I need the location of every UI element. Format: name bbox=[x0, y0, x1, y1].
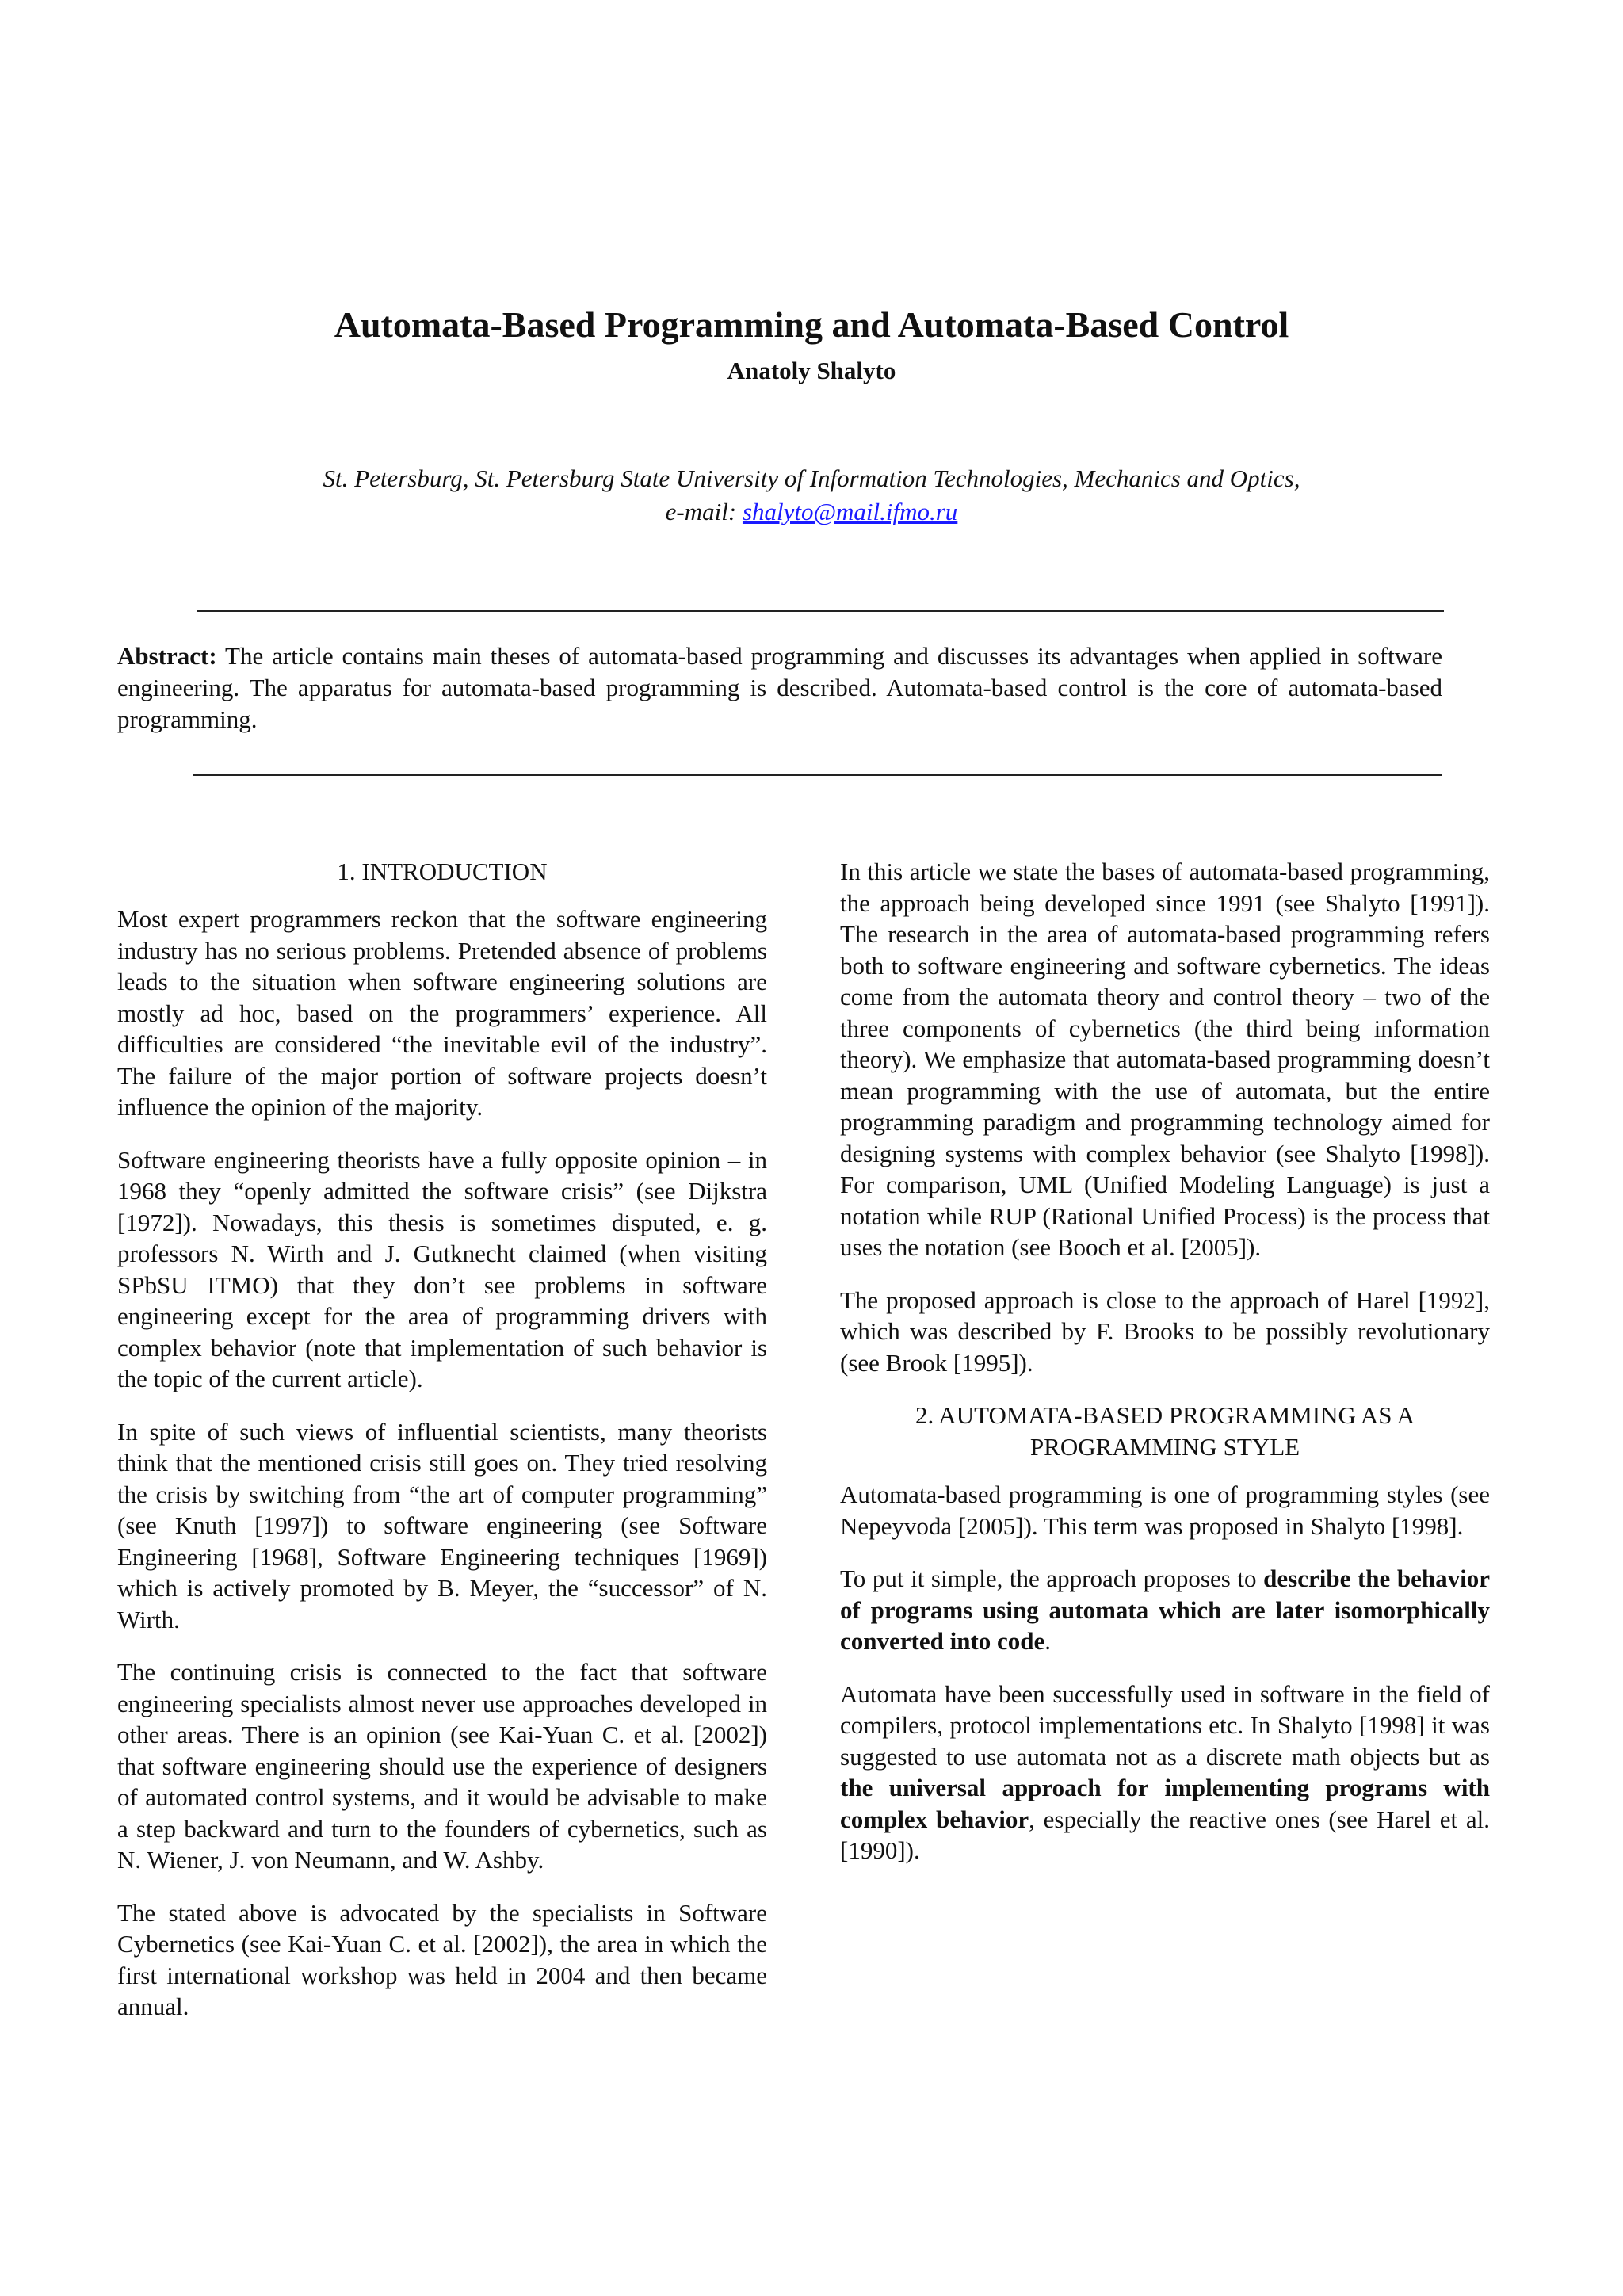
affiliation-block bbox=[0, 462, 1623, 529]
paragraph bbox=[840, 1679, 1490, 1866]
text-run: , especially the reactive ones (see Harel et al. [1990]). bbox=[840, 1805, 1491, 1864]
abstract bbox=[117, 640, 1442, 735]
paragraph: Software engineering theorists have a fully opposite opinion – in 1968 they “openly admitted the software crisis” (see Dijkstra [1972]). Nowadays, this thesis is sometimes disputed, e. g. professors N. Wirth and J. Gutknecht claimed (when visiting SPbSU ITMO) that they don’t see problems in software engineering except for the area of programming drivers with complex behavior (note that implementation of such behavior is the topic of the current article). bbox=[117, 1145, 767, 1392]
bottom-divider bbox=[193, 774, 1442, 776]
left-column bbox=[117, 856, 767, 2044]
paper-title: Automata-Based Programming and Automata-Based Control bbox=[334, 304, 1289, 345]
affiliation-text: St. Petersburg, St. Petersburg State University of Information Technologies, Mechanics and Optics, bbox=[323, 464, 1300, 492]
paragraph: In spite of such views of influential scientists, many theorists think that the mentioned crisis still goes on. They tried resolving the crisis by switching from “the art of computer programming” (see Knuth [1997]) to software engineering (see Software Engineering [1968], Software Engineering techniques [1969]) which is actively promoted by B. Meyer, the “successor” of N. Wirth. bbox=[117, 1417, 767, 1633]
section-heading-introduction: 1. INTRODUCTION bbox=[337, 858, 548, 885]
paragraph: The stated above is advocated by the specialists in Software Cybernetics (see Kai-Yuan C. et al. [2002]), the area in which the first international workshop was held in 2004 and then became annual. bbox=[117, 1898, 767, 2020]
paragraph bbox=[840, 1563, 1490, 1657]
author-name: Anatoly Shalyto bbox=[727, 357, 896, 384]
email-link[interactable]: shalyto@mail.ifmo.ru bbox=[742, 498, 958, 525]
right-column bbox=[840, 856, 1490, 1888]
email-line bbox=[0, 495, 1623, 529]
text-run: Automata have been successfully used in software in the field of compilers, protocol implementations etc. In Shalyto [1998] it was suggested to use automata not as a discrete math objects but as bbox=[840, 1679, 1490, 1771]
paragraph: The continuing crisis is connected to the fact that software engineering specialists almost never use approaches developed in other areas. There is an opinion (see Kai-Yuan C. et al. [2002]) that software engineering should use the experience of designers of automated control systems, and it would be advisable to make a step backward and turn to the founders of cybernetics, such as N. Wiener, J. von Neumann, and W. Ashby. bbox=[117, 1658, 767, 1874]
section-heading-line: 2. AUTOMATA-BASED PROGRAMMING AS A bbox=[915, 1401, 1415, 1429]
abstract-label: Abstract: bbox=[117, 642, 217, 670]
abstract-text: The article contains main theses of automata-based programming and discusses its advantages when applied in software engineering. The apparatus for automata-based programming is described. Automata-based control is the core of automata-based programming. bbox=[117, 642, 1442, 733]
section-heading-automata-based-programming bbox=[840, 1400, 1490, 1463]
email-label: e-mail: bbox=[665, 498, 737, 525]
top-divider bbox=[197, 610, 1444, 612]
paragraph: In this article we state the bases of automata-based programming, the approach being developed since 1991 (see Shalyto [1991]). The research in the area of automata-based programming refers both to software engineering and software cybernetics. The ideas come from the automata theory and control theory – two of the three components of cybernetics (the third being information theory). We emphasize that automata-based programming doesn’t mean programming with the use of automata, but the entire programming paradigm and programming technology aimed for designing systems with complex behavior (see Shalyto [1998]). For comparison, UML (Unified Modeling Language) is just a notation while RUP (Rational Unified Process) is the process that uses the notation (see Booch et al. [2005]). bbox=[840, 858, 1490, 1261]
text-run: . bbox=[1044, 1627, 1052, 1655]
section-heading-line: PROGRAMMING STYLE bbox=[1029, 1433, 1300, 1461]
paragraph: The proposed approach is close to the approach of Harel [1992], which was described by F. Brooks to be possibly revolutionary (see Brook [1995]). bbox=[840, 1286, 1490, 1377]
paragraph: Automata-based programming is one of programming styles (see Nepeyvoda [2005]). This term was proposed in Shalyto [1998]. bbox=[840, 1480, 1490, 1540]
bold-text-run: describe the behavior of programs using automata which are later isomorphically converted into code bbox=[840, 1564, 1490, 1655]
bold-text-run: the universal approach for implementing programs with complex behavior bbox=[840, 1774, 1490, 1833]
text-run: To put it simple, the approach proposes to bbox=[840, 1564, 1257, 1592]
paragraph: Most expert programmers reckon that the software engineering industry has no serious problems. Pretended absence of problems leads to the situation when software engineering solutions are mostly ad hoc, based on the programmers’ experience. All difficulties are considered “the inevitable evil of the industry”. The failure of the major portion of software projects doesn’t influence the opinion of the majority. bbox=[117, 905, 767, 1121]
